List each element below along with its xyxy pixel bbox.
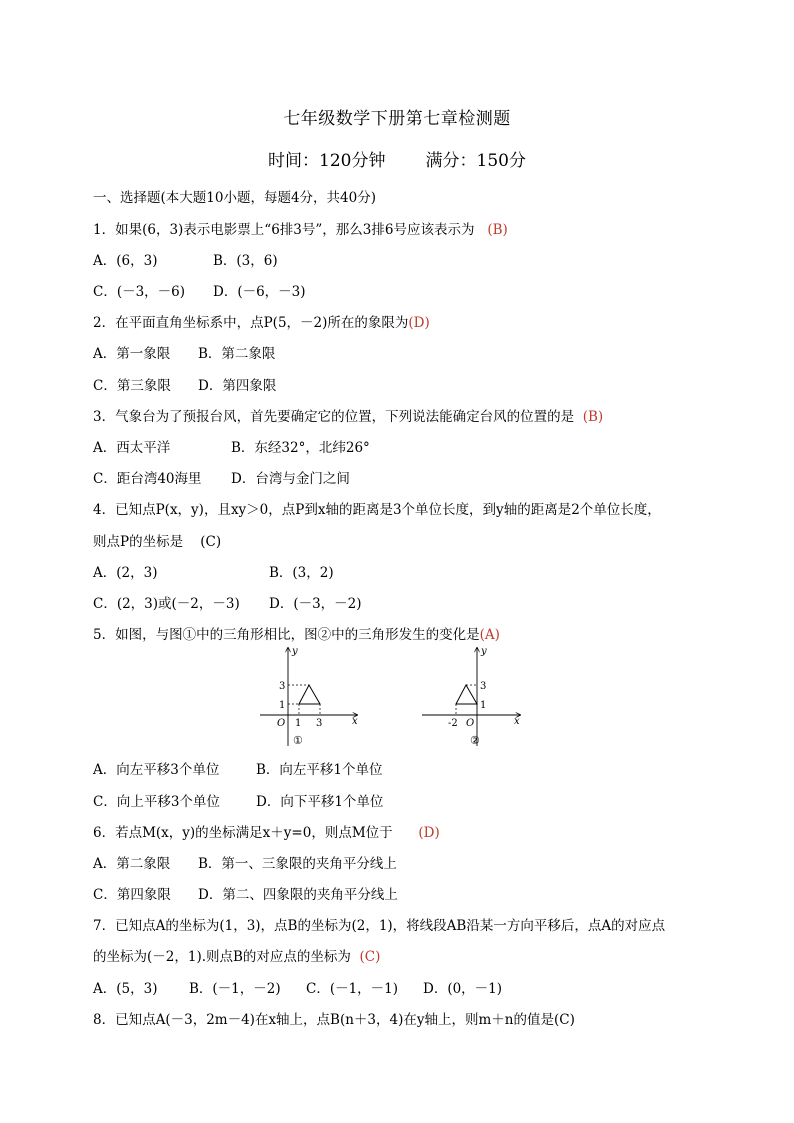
option-d: D．第四象限	[198, 378, 277, 394]
question-4: 4．已知点P(x，y)，且xy＞0，点P到x轴的距离是3个单位长度，到y轴的距离是2个单位长度，	[93, 502, 661, 518]
options-row	[93, 852, 397, 872]
option-c: C．第三象限	[93, 378, 171, 394]
option-c: C．(－3，－6)	[93, 284, 186, 300]
option-d: D．向下平移1个单位	[256, 794, 384, 810]
figure-2	[422, 646, 520, 747]
triangle-2	[456, 685, 477, 704]
coordinate-figures	[250, 644, 540, 754]
answer-label: (A)	[479, 627, 500, 643]
y-tick-label: 3	[480, 681, 487, 692]
option-d: D．第二、四象限的夹角平分线上	[198, 887, 398, 903]
question-stem: 1．如果(6，3)表示电影票上“6排3号”，那么3排6号应该表示为	[93, 222, 475, 238]
options-row	[93, 883, 398, 903]
x-tick-label: -2	[448, 718, 458, 729]
figure-caption: ①	[293, 734, 303, 747]
option-b: B．第二象限	[198, 346, 276, 362]
origin-label: O	[277, 718, 286, 729]
options-row	[93, 977, 502, 997]
time-limit: 时间：120分钟	[268, 151, 386, 171]
options-row	[93, 758, 383, 778]
question-3	[93, 405, 603, 425]
figure-1	[260, 646, 358, 747]
option-c: C．(－1，－1)	[306, 981, 399, 997]
options-row	[93, 790, 383, 810]
option-d: D．台湾与金门之间	[231, 471, 350, 487]
question-stem: 3．气象台为了预报台风，首先要确定它的位置，下列说法能确定台风的位置的是	[93, 409, 575, 425]
option-b: B．(－1，－2)	[189, 981, 281, 997]
options-row	[93, 342, 275, 362]
question-1	[93, 218, 508, 238]
question-stem: 6．若点M(x，y)的坐标满足x＋y=0，则点M位于	[93, 825, 393, 841]
option-a: A．第二象限	[93, 856, 171, 872]
option-a: A．第一象限	[93, 346, 171, 362]
option-b: B．东经32°，北纬26°	[231, 440, 370, 456]
x-axis-label: x	[352, 716, 358, 727]
total-score: 满分：150分	[425, 151, 526, 171]
answer-label: (B)	[582, 409, 604, 425]
answer-label: (D)	[408, 315, 430, 331]
answer-label: (B)	[487, 222, 508, 238]
x-tick-label: 1	[295, 718, 302, 729]
options-row	[93, 561, 334, 581]
question-5	[93, 623, 500, 643]
option-d: D．(0，－1)	[423, 981, 503, 997]
question-6	[93, 821, 440, 841]
exam-info	[0, 146, 794, 171]
y-axis-label: y	[292, 646, 298, 657]
option-b: B．第一、三象限的夹角平分线上	[198, 856, 397, 872]
figure-caption: ②	[470, 734, 480, 747]
x-tick-label: 3	[316, 718, 323, 729]
options-row	[93, 592, 362, 612]
option-a: A．向左平移3个单位	[93, 762, 220, 778]
answer-label: (C)	[554, 1012, 575, 1028]
page-title: 七年级数学下册第七章检测题	[283, 109, 511, 129]
option-c: C．距台湾40海里	[93, 471, 202, 487]
option-a: A．(5，3)	[93, 981, 158, 997]
answer-label: (C)	[359, 949, 381, 965]
x-axis-label: x	[514, 716, 520, 727]
option-d: D．(－6，－3)	[213, 284, 306, 300]
option-b: B．(3，6)	[213, 253, 278, 269]
y-tick-label: 3	[279, 681, 286, 692]
options-row	[93, 436, 370, 456]
option-a: A．(2，3)	[93, 565, 158, 581]
question-stem: 的坐标为(－2，1).则点B的对应点的坐标为	[93, 949, 351, 965]
question-7: 7．已知点A的坐标为(1，3)，点B的坐标为(2，1)，将线段AB沿某一方向平移后，点A的对应点	[93, 918, 666, 934]
option-b: B．向左平移1个单位	[256, 762, 383, 778]
option-c: C．第四象限	[93, 887, 171, 903]
options-row	[93, 467, 350, 487]
question-stem: 则点P的坐标是	[93, 534, 184, 550]
question-4-continued	[93, 530, 221, 550]
section-heading: 一、选择题(本大题10小题，每题4分，共40分)	[93, 190, 376, 206]
question-stem: 2．在平面直角坐标系中，点P(5，－2)所在的象限为	[93, 315, 409, 331]
question-2	[93, 311, 430, 331]
option-b: B．(3，2)	[269, 565, 334, 581]
question-7-continued	[93, 945, 380, 965]
triangle-1	[299, 685, 320, 704]
options-row	[93, 374, 276, 394]
options-row	[93, 249, 278, 269]
options-row	[93, 280, 306, 300]
y-tick-label: 1	[480, 700, 487, 711]
y-axis-label: y	[481, 646, 487, 657]
y-tick-label: 1	[279, 700, 286, 711]
option-c: C．向上平移3个单位	[93, 794, 220, 810]
question-8	[93, 1008, 575, 1028]
option-d: D．(－3，－2)	[269, 596, 362, 612]
option-a: A．(6，3)	[93, 253, 158, 269]
origin-label: O	[466, 718, 475, 729]
question-stem: 8．已知点A(－3，2m－4)在x轴上，点B(n＋3，4)在y轴上，则m＋n的值是	[93, 1012, 555, 1028]
answer-label: (C)	[200, 534, 222, 550]
question-stem: 5．如图，与图①中的三角形相比，图②中的三角形发生的变化是	[93, 627, 480, 643]
option-c: C．(2，3)或(－2，－3)	[93, 596, 240, 612]
option-a: A．西太平洋	[93, 440, 171, 456]
answer-label: (D)	[418, 825, 440, 841]
